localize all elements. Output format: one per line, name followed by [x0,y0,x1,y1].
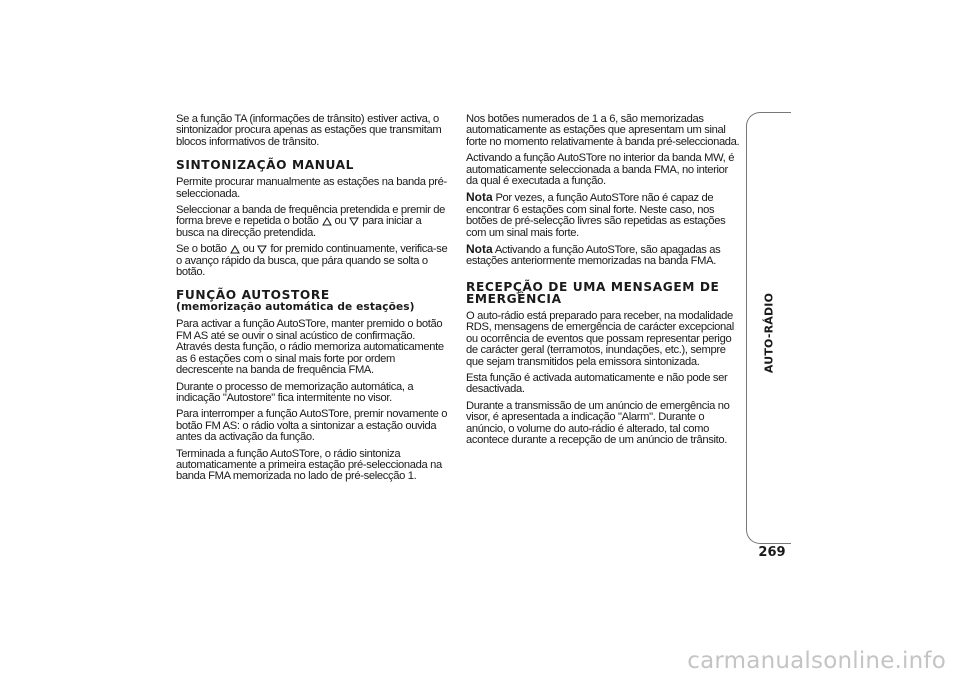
manual-paragraph-3: Se o botão ou for premido continuamente, verifica-se o avanço rápido da busca, que pára quando se solta o botão. [176,243,448,279]
autostore-paragraph-3: Para interromper a função AutoSTore, premir novamente o botão FM AS: o rádio volta a sintonizar a estação ouvida antes da activação da função. [176,408,448,444]
intro-paragraph: Se a função TA (informações de trânsito) estiver activa, o sintonizador procura apenas as estações que transmitam blocos informativos de trânsito. [176,113,442,148]
page-number: 269 [758,545,786,560]
triangle-up-icon [230,245,240,254]
section-tab-label: AUTO-RÁDIO [762,292,776,374]
autostore-paragraph-1: Para activar a função AutoSTore, manter premido o botão FM AS até se ouvir o sinal acústico de confirmação. Através desta função, o rádio memoriza automaticamente as 6 estações com o sinal mais forte por ordem decrescente na banda de frequência FMA. [176,318,444,377]
heading-manual-tuning: SINTONIZAÇÃO MANUAL [176,158,355,173]
note-1: Nota Por vezes, a função AutoSTore não é capaz de encontrar 6 estações com sinal forte. Neste caso, nos botões de pré-selecção livres são repetidas as estações com um sinal mais forte. [466,190,726,239]
autostore-paragraph-2: Durante o processo de memorização automática, a indicação "Autostore" fica intermitente no visor. [176,380,414,404]
heading-autostore: FUNÇÃO AUTOSTORE [176,288,330,303]
left-column [176,114,450,488]
right-column [466,114,740,451]
note-label: Nota [466,242,493,257]
note-2: Nota Activando a função AutoSTore, são apagadas as estações anteriormente memorizadas na banda FMA. [466,242,721,268]
triangle-down-icon [257,245,267,254]
emergency-paragraph-1: O auto-rádio está preparado para receber, na modalidade RDS, mensagens de emergência de carácter excepcional ou ocorrência de eventos que possam representar perigo de carácter geral (terramotos, inundações, etc.), sempre que sejam transmitidos pela emissora sintonizada. [466,309,734,368]
right-paragraph-1: Nos botões numerados de 1 a 6, são memorizadas automaticamente as estações que apresentam um sinal forte no momento relativamente à banda pré-seleccionada. [466,113,740,148]
manual-paragraph-2: Seleccionar a banda de frequência pretendida e premir de forma breve e repetida o botão ou para iniciar a busca na direcção pretendida. [176,204,445,239]
heading-emergency: RECEPÇÃO DE UMA MENSAGEM DE EMERGÊNCIA [466,279,720,306]
emergency-paragraph-3: Durante a transmissão de um anúncio de emergência no visor, é apresentada a indicação "Alarm". Durante o anúncio, o volume do auto-rádio é alterado, tal como acontece durante a recepção de um anúncio de trânsito. [466,399,730,446]
triangle-up-icon [322,217,332,226]
right-paragraph-2: Activando a função AutoSTore no interior da banda MW, é automaticamente seleccionada a banda FMA, no interior da qual é executada a função. [466,152,735,188]
subheading-autostore: (memorização automática de estações) [176,301,415,314]
manual-paragraph-1: Permite procurar manualmente as estações na banda pré-seleccionada. [176,176,447,200]
emergency-paragraph-2: Esta função é activada automaticamente e não pode ser desactivada. [466,371,728,396]
autostore-paragraph-4: Terminada a função AutoSTore, o rádio sintoniza automaticamente a primeira estação pré-seleccionada na banda FMA memorizada no lado de pré-selecção 1. [176,447,442,483]
triangle-down-icon [349,217,359,226]
note-label: Nota [466,190,493,205]
watermark: carmanualsonline.info [687,648,946,674]
